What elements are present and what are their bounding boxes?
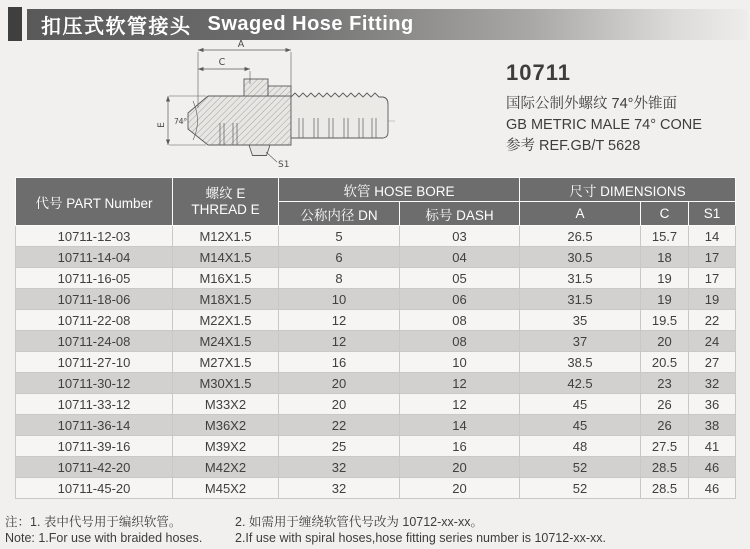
group-header-dimensions: 尺寸 DIMENSIONS <box>520 178 736 202</box>
table-cell: 10711-39-16 <box>16 436 173 457</box>
table-cell: M30X1.5 <box>173 373 279 394</box>
product-ref-standard: 参考 REF.GB/T 5628 <box>506 138 641 154</box>
spec-table <box>15 177 736 499</box>
table-row <box>16 226 736 247</box>
col-header-thread-en: THREAD E <box>191 201 260 217</box>
footnote-en-1: Note: 1.For use with braided hoses. <box>5 531 203 545</box>
table-cell: 22 <box>279 415 400 436</box>
table-cell: 14 <box>689 226 736 247</box>
table-cell: 10711-42-20 <box>16 457 173 478</box>
table-cell: M42X2 <box>173 457 279 478</box>
table-cell: 5 <box>279 226 400 247</box>
table-cell: 52 <box>520 457 641 478</box>
footnote-en-2: 2.If use with spiral hoses,hose fitting series number is 10712-xx-xx. <box>235 531 607 545</box>
table-cell: M22X1.5 <box>173 310 279 331</box>
table-row <box>16 247 736 268</box>
table-cell: M12X1.5 <box>173 226 279 247</box>
table-cell: 32 <box>279 478 400 499</box>
table-cell: 19 <box>641 289 689 310</box>
table-cell: 22 <box>689 310 736 331</box>
table-row <box>16 373 736 394</box>
hex-flat <box>249 145 270 156</box>
table-cell: 12 <box>400 373 520 394</box>
spec-table-body <box>16 226 736 499</box>
table-cell: 10711-16-05 <box>16 268 173 289</box>
table-cell: 05 <box>400 268 520 289</box>
table-cell: 16 <box>279 352 400 373</box>
table-cell: 10711-22-08 <box>16 310 173 331</box>
table-cell: 20 <box>400 478 520 499</box>
table-cell: 18 <box>641 247 689 268</box>
table-cell: 6 <box>279 247 400 268</box>
col-header-c: C <box>641 202 689 226</box>
table-cell: 26 <box>641 394 689 415</box>
table-cell: 20.5 <box>641 352 689 373</box>
table-cell: 06 <box>400 289 520 310</box>
table-cell: 10711-30-12 <box>16 373 173 394</box>
product-desc-en: GB METRIC MALE 74° CONE <box>506 117 702 133</box>
table-cell: 20 <box>279 373 400 394</box>
col-header-thread-zh: 螺纹 E <box>205 185 246 201</box>
dim-c-label: C <box>218 57 226 68</box>
table-cell: 30.5 <box>520 247 641 268</box>
table-cell: 19.5 <box>641 310 689 331</box>
table-cell: 27.5 <box>641 436 689 457</box>
table-cell: M45X2 <box>173 478 279 499</box>
table-cell: 31.5 <box>520 289 641 310</box>
table-cell: 10711-18-06 <box>16 289 173 310</box>
col-header-a: A <box>520 202 641 226</box>
table-cell: 45 <box>520 415 641 436</box>
table-cell: 19 <box>689 289 736 310</box>
table-cell: 45 <box>520 394 641 415</box>
table-cell: 16 <box>400 436 520 457</box>
table-cell: 10711-27-10 <box>16 352 173 373</box>
col-header-part-number: 代号 PART Number <box>16 178 173 226</box>
table-cell: 10711-24-08 <box>16 331 173 352</box>
table-cell: M36X2 <box>173 415 279 436</box>
table-cell: 12 <box>279 331 400 352</box>
fitting-body <box>188 96 291 145</box>
table-cell: 38.5 <box>520 352 641 373</box>
product-desc-zh: 国际公制外螺纹 74°外锥面 <box>506 96 677 112</box>
table-cell: 25 <box>279 436 400 457</box>
page-title-en: Swaged Hose Fitting <box>207 13 414 35</box>
dim-s1-label: S1 <box>278 160 290 170</box>
dim-a-label: A <box>237 39 245 50</box>
table-row <box>16 352 736 373</box>
group-header-hose-bore: 软管 HOSE BORE <box>279 178 520 202</box>
col-header-s1: S1 <box>689 202 736 226</box>
table-row <box>16 268 736 289</box>
footnote-line-en <box>5 530 747 546</box>
s1-leader-line <box>266 152 277 162</box>
table-cell: M14X1.5 <box>173 247 279 268</box>
table-cell: 8 <box>279 268 400 289</box>
table-row <box>16 478 736 499</box>
table-cell: 32 <box>279 457 400 478</box>
table-cell: 15.7 <box>641 226 689 247</box>
table-cell: 10711-33-12 <box>16 394 173 415</box>
table-cell: M16X1.5 <box>173 268 279 289</box>
table-cell: 10711-14-04 <box>16 247 173 268</box>
table-cell: 41 <box>689 436 736 457</box>
table-cell: 10711-12-03 <box>16 226 173 247</box>
table-row <box>16 436 736 457</box>
table-cell: 14 <box>400 415 520 436</box>
table-cell: 37 <box>520 331 641 352</box>
table-cell: 27 <box>689 352 736 373</box>
table-cell: 20 <box>400 457 520 478</box>
table-cell: 31.5 <box>520 268 641 289</box>
fitting-technical-drawing <box>156 34 406 174</box>
table-cell: 46 <box>689 457 736 478</box>
col-header-dash: 标号 DASH <box>400 202 520 226</box>
table-row <box>16 394 736 415</box>
table-cell: 03 <box>400 226 520 247</box>
table-cell: 35 <box>520 310 641 331</box>
table-cell: 38 <box>689 415 736 436</box>
table-cell: 24 <box>689 331 736 352</box>
table-cell: 12 <box>400 394 520 415</box>
collar-step <box>268 86 291 96</box>
table-cell: 04 <box>400 247 520 268</box>
table-cell: M39X2 <box>173 436 279 457</box>
table-row <box>16 415 736 436</box>
footnote-zh-2: 2. 如需用于缠绕软管代号改为 10712-xx-xx。 <box>235 515 483 529</box>
table-cell: 32 <box>689 373 736 394</box>
table-cell: 08 <box>400 331 520 352</box>
hex-boss <box>244 79 268 96</box>
page-title-zh: 扣压式软管接头 <box>41 16 192 38</box>
table-cell: 20 <box>279 394 400 415</box>
hose-tail <box>291 93 388 138</box>
table-cell: 17 <box>689 247 736 268</box>
dim-e-label: E <box>157 122 167 128</box>
table-row <box>16 331 736 352</box>
table-cell: M24X1.5 <box>173 331 279 352</box>
footnote-line-zh <box>5 514 747 530</box>
footnote-zh-1: 注：1. 表中代号用于编织软管。 <box>5 515 182 529</box>
table-cell: M27X1.5 <box>173 352 279 373</box>
table-cell: 26.5 <box>520 226 641 247</box>
table-cell: 12 <box>279 310 400 331</box>
table-cell: 36 <box>689 394 736 415</box>
table-row <box>16 310 736 331</box>
product-model: 10711 <box>506 60 571 85</box>
table-cell: 10 <box>279 289 400 310</box>
spec-table-header <box>16 178 736 226</box>
table-cell: 10711-45-20 <box>16 478 173 499</box>
footnotes <box>5 514 747 546</box>
table-cell: M18X1.5 <box>173 289 279 310</box>
table-cell: 48 <box>520 436 641 457</box>
table-cell: 20 <box>641 331 689 352</box>
table-cell: 26 <box>641 415 689 436</box>
table-cell: 10 <box>400 352 520 373</box>
table-cell: M33X2 <box>173 394 279 415</box>
table-cell: 42.5 <box>520 373 641 394</box>
table-cell: 52 <box>520 478 641 499</box>
table-row <box>16 289 736 310</box>
table-cell: 10711-36-14 <box>16 415 173 436</box>
table-row <box>16 457 736 478</box>
table-cell: 28.5 <box>641 478 689 499</box>
table-cell: 19 <box>641 268 689 289</box>
table-cell: 08 <box>400 310 520 331</box>
product-info <box>506 60 702 157</box>
cone-angle-label: 74° <box>174 117 188 126</box>
col-header-dn: 公称内径 DN <box>279 202 400 226</box>
header-accent-bar <box>8 7 22 41</box>
table-cell: 46 <box>689 478 736 499</box>
table-cell: 23 <box>641 373 689 394</box>
table-cell: 17 <box>689 268 736 289</box>
table-cell: 28.5 <box>641 457 689 478</box>
col-header-thread <box>173 178 279 226</box>
